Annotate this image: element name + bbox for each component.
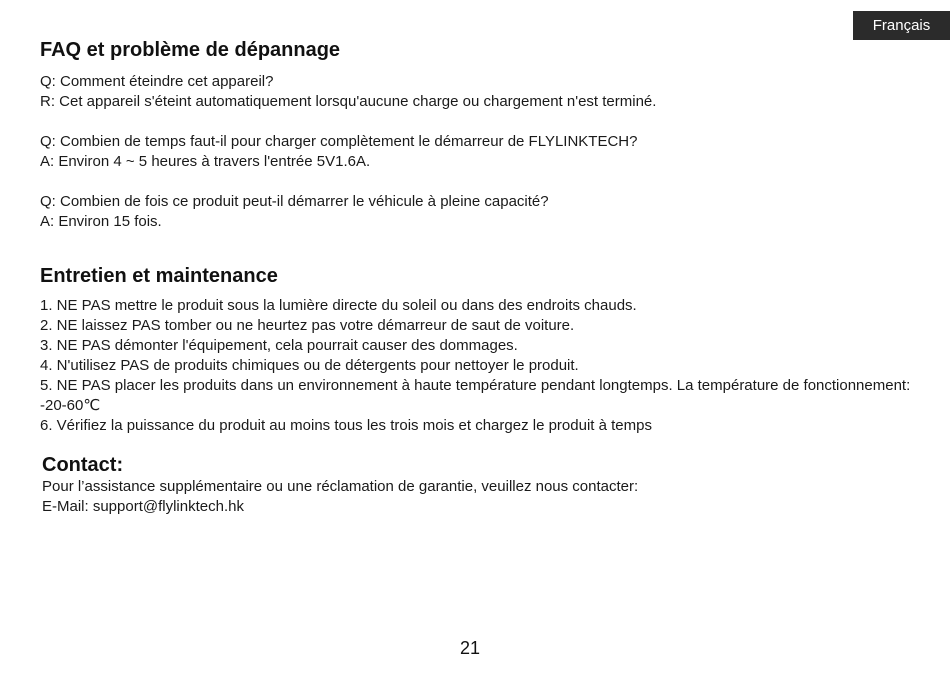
- maintenance-item: 1. NE PAS mettre le produit sous la lumière directe du soleil ou dans des endroits chauds.: [40, 297, 637, 314]
- spacer: [40, 172, 920, 192]
- contact-text: Pour l’assistance supplémentaire ou une réclamation de garantie, veuillez nous contacter:: [42, 478, 639, 495]
- contact-email: E-Mail: support@flylinktech.hk: [42, 498, 244, 515]
- faq-question-2: Q: Combien de temps faut-il pour charger complètement le démarreur de FLYLINKTECH?: [40, 133, 638, 150]
- maintenance-title: Entretien et maintenance: [40, 265, 278, 287]
- faq-title: FAQ et problème de dépannage: [40, 39, 341, 61]
- spacer: [40, 112, 920, 132]
- faq-question-1: Q: Comment éteindre cet appareil?: [40, 73, 274, 90]
- faq-section: [40, 38, 920, 232]
- maintenance-item: 5. NE PAS placer les produits dans un environnement à haute température pendant longtemps. La température de fonctionnement: -20-60℃: [40, 377, 911, 414]
- faq-answer-3: A: Environ 15 fois.: [40, 213, 162, 230]
- language-tab: Français: [853, 11, 950, 40]
- maintenance-item: 4. N'utilisez PAS de produits chimiques ou de détergents pour nettoyer le produit.: [40, 357, 579, 374]
- faq-answer-2: A: Environ 4 ~ 5 heures à travers l'entrée 5V1.6A.: [40, 153, 371, 170]
- contact-title: Contact:: [42, 454, 124, 476]
- maintenance-item: 2. NE laissez PAS tomber ou ne heurtez pas votre démarreur de saut de voiture.: [40, 317, 575, 334]
- faq-answer-1: R: Cet appareil s'éteint automatiquement lorsqu'aucune charge ou chargement n'est terminé.: [40, 93, 657, 110]
- maintenance-item: 6. Vérifiez la puissance du produit au moins tous les trois mois et chargez le produit à temps: [40, 417, 652, 434]
- contact-section: [42, 453, 922, 517]
- page-number: 21: [459, 638, 481, 658]
- maintenance-section: [40, 264, 920, 436]
- faq-question-3: Q: Combien de fois ce produit peut-il démarrer le véhicule à pleine capacité?: [40, 193, 549, 210]
- maintenance-item: 3. NE PAS démonter l'équipement, cela pourrait causer des dommages.: [40, 337, 518, 354]
